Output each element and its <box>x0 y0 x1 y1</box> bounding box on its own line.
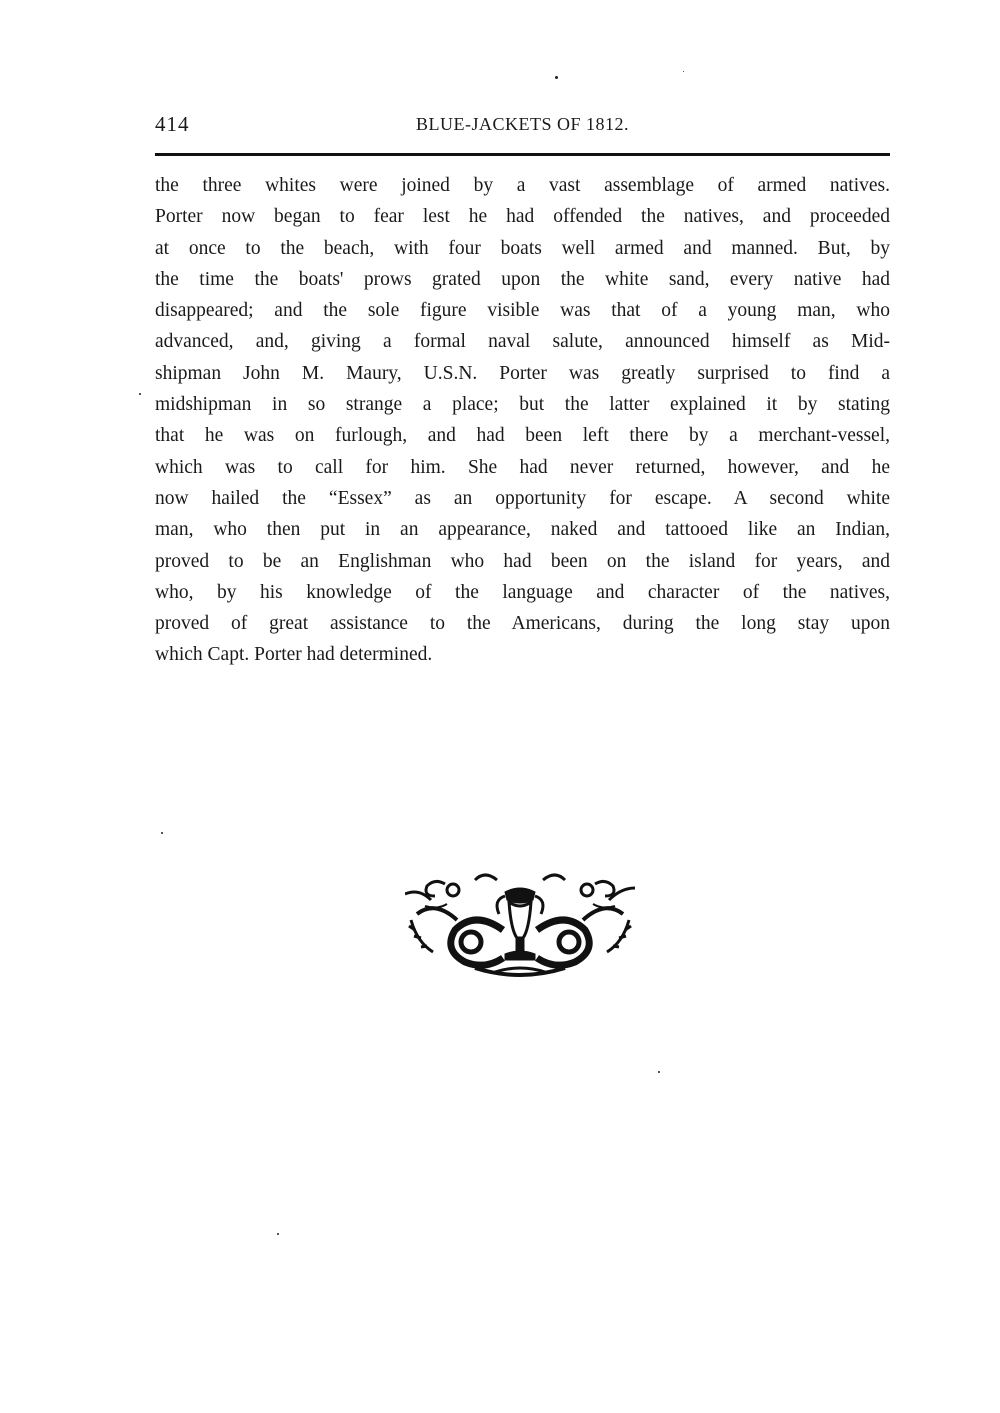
text-line: proved of great assistance to the Americans, during the long stay upon <box>155 613 890 635</box>
text-line: the time the boats' prows grated upon the white sand, every native had <box>155 268 890 290</box>
page-number: 414 <box>155 112 190 136</box>
print-speck <box>555 76 558 79</box>
text-line: now hailed the “Essex” as an opportunity for escape. A second white <box>155 487 890 509</box>
print-speck <box>161 832 163 834</box>
text-line: man, who then put in an appearance, naked and tattooed like an Indian, <box>155 519 890 541</box>
text-line: who, by his knowledge of the language and character of the natives, <box>155 581 890 603</box>
text-line: which Capt. Porter had determined. <box>155 644 433 666</box>
text-line: at once to the beach, with four boats well armed and manned. But, by <box>155 237 890 259</box>
text-line: shipman John M. Maury, U.S.N. Porter was greatly surprised to find a <box>155 362 890 384</box>
text-line: the three whites were joined by a vast assemblage of armed natives. <box>155 175 890 196</box>
print-speck <box>658 1071 660 1073</box>
print-speck <box>277 1233 279 1235</box>
text-line: proved to be an Englishman who had been on the island for years, and <box>155 550 890 572</box>
text-line: advanced, and, giving a formal naval salute, announced himself as Mid- <box>155 331 890 353</box>
running-head: BLUE-JACKETS OF 1812. <box>415 114 629 134</box>
text-line: which was to call for him. She had never returned, however, and he <box>155 456 890 478</box>
print-speck <box>683 71 684 72</box>
urn-scroll-tailpiece-ornament-icon <box>405 870 635 980</box>
header-rule <box>155 153 890 156</box>
print-speck <box>139 393 141 395</box>
page-header <box>155 112 890 142</box>
text-line: disappeared; and the sole figure visible was that of a young man, who <box>155 300 890 322</box>
body-text <box>155 170 890 671</box>
text-line: that he was on furlough, and had been left there by a merchant-vessel, <box>155 425 890 447</box>
text-line: midshipman in so strange a place; but the latter explained it by stating <box>155 394 890 416</box>
text-line: Porter now began to fear lest he had offended the natives, and proceeded <box>155 206 890 228</box>
